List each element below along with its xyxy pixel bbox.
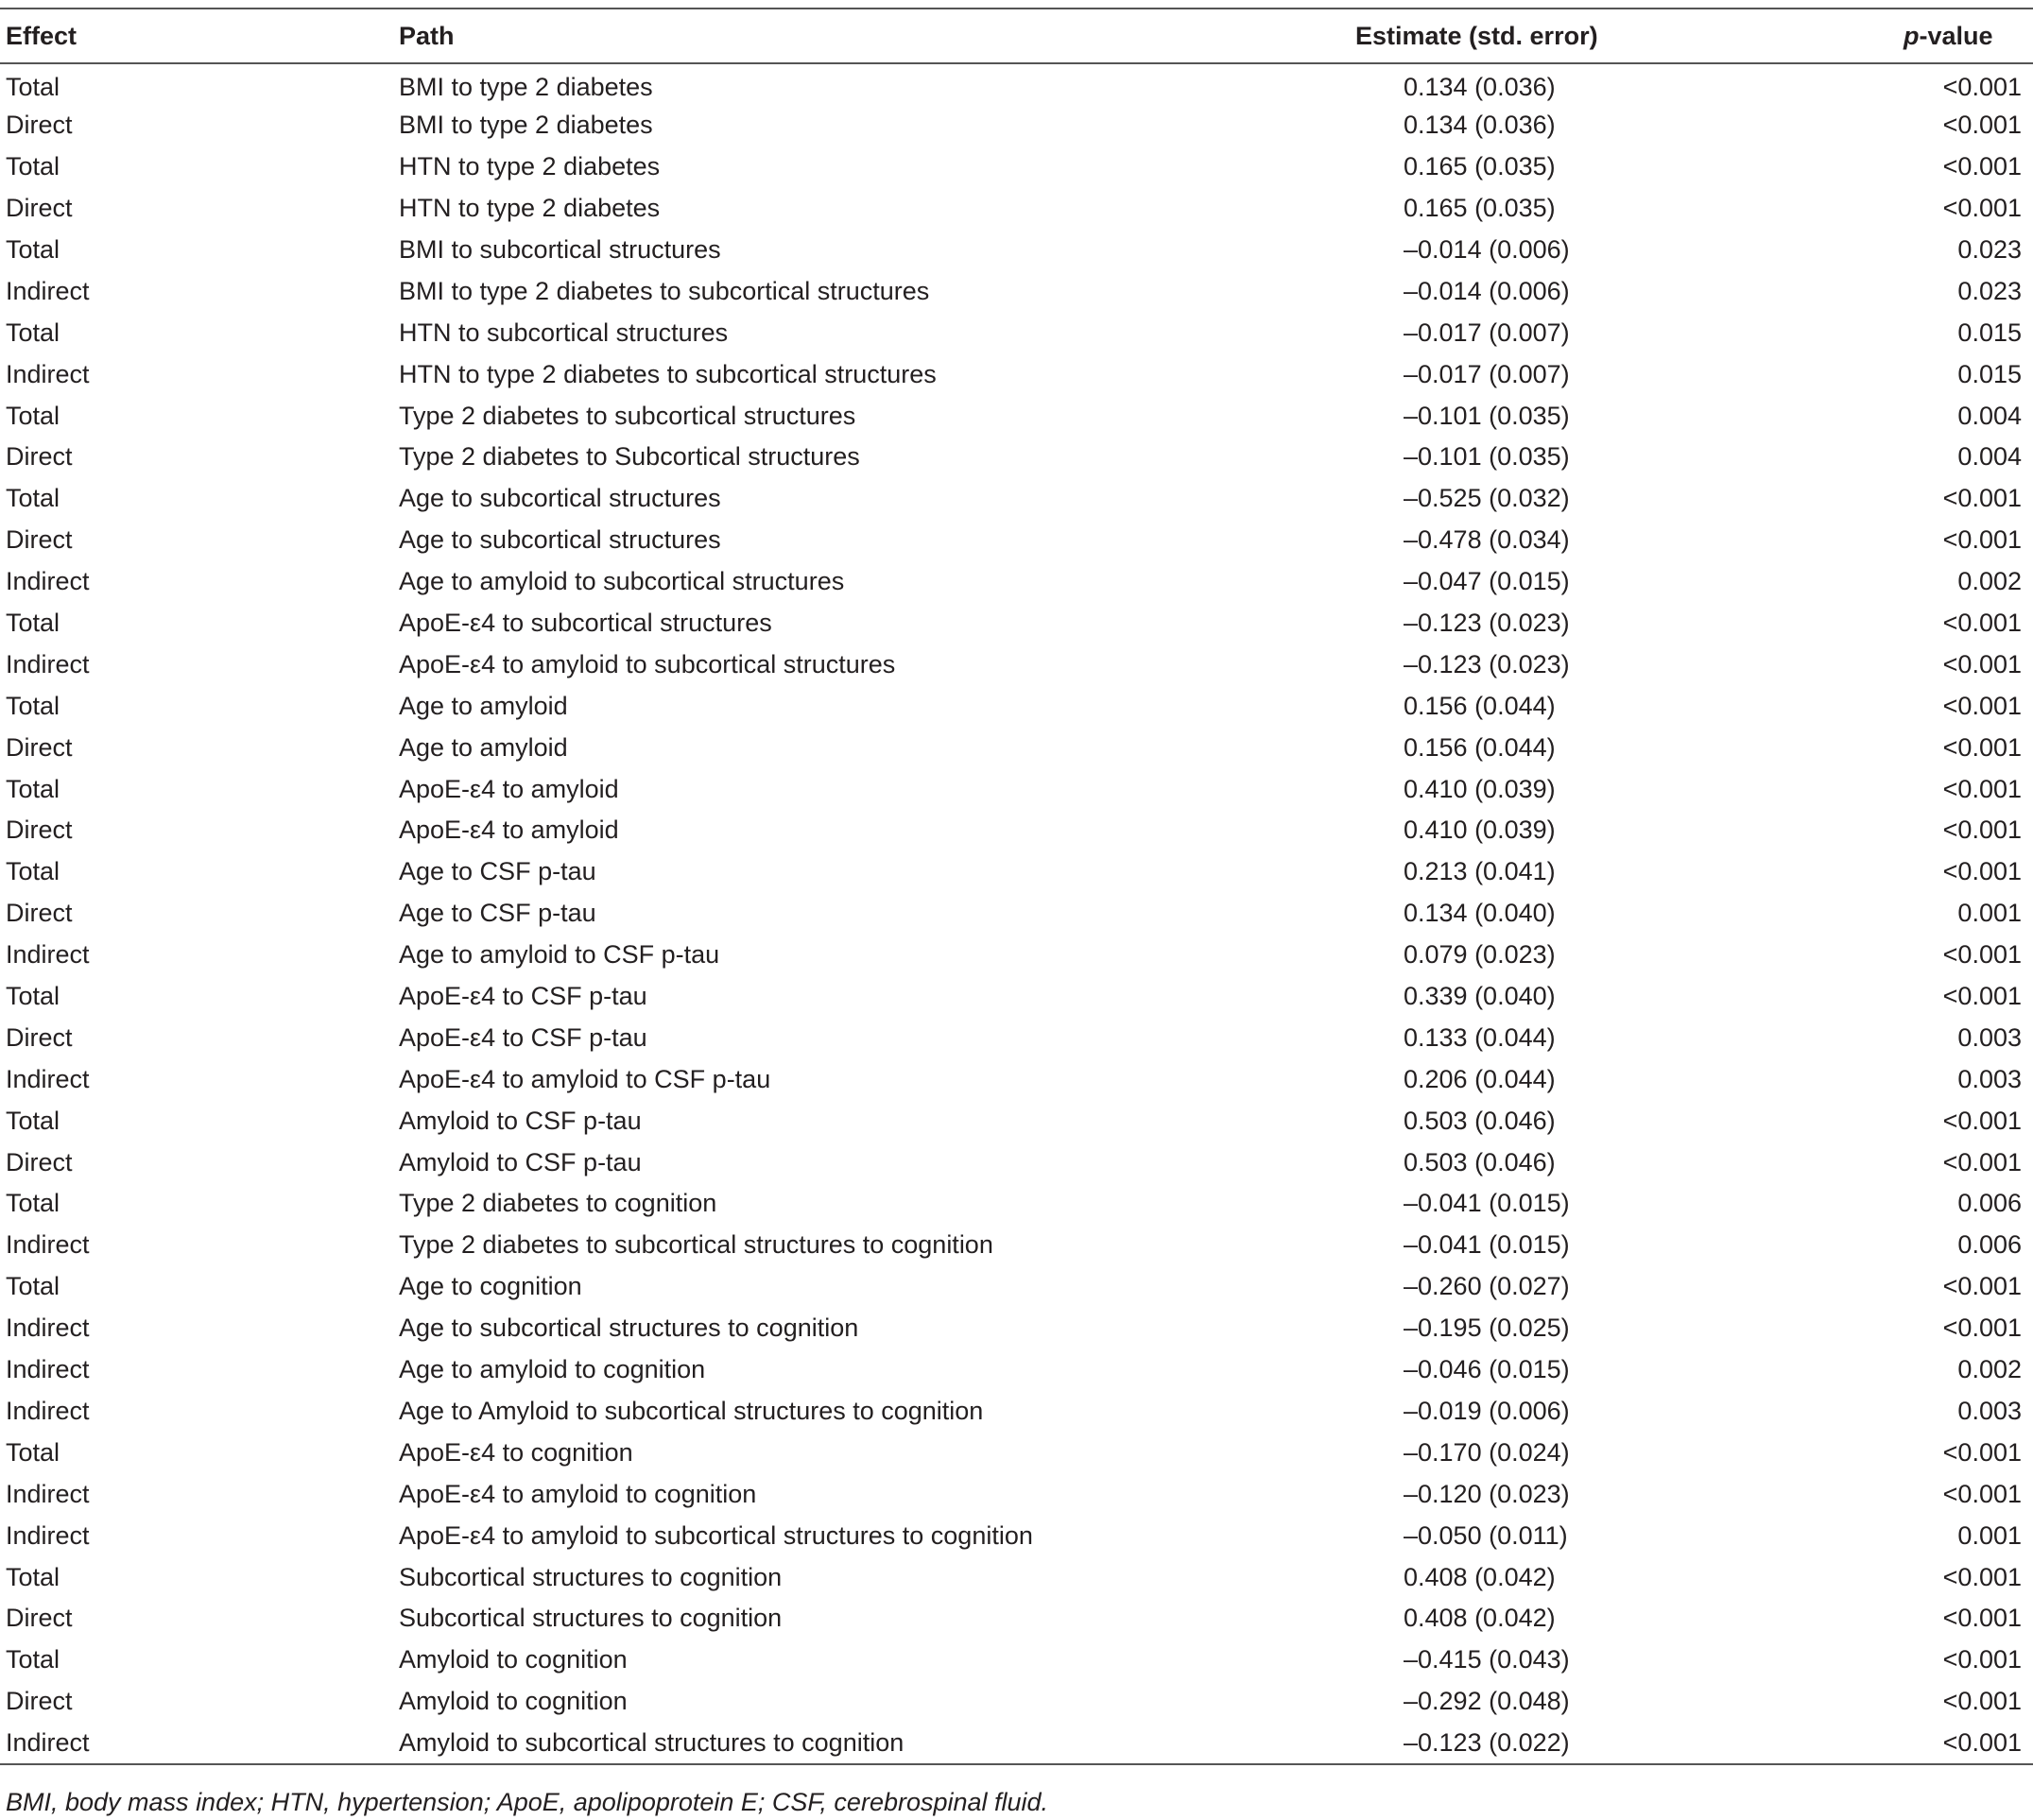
path-cell: ApoE-ε4 to amyloid to cognition [399, 1479, 757, 1508]
table-row [0, 1556, 2033, 1598]
path-cell: HTN to type 2 diabetes [399, 152, 661, 181]
effect-cell: Total [6, 1189, 60, 1218]
effect-cell: Indirect [6, 1313, 90, 1343]
estimate-cell: –0.260 (0.027) [1404, 1272, 1570, 1301]
table-row [0, 1349, 2033, 1391]
pvalue-cell: <0.001 [1942, 72, 2022, 101]
path-cell: BMI to type 2 diabetes [399, 72, 653, 101]
pvalue-cell: 0.003 [1957, 1396, 2022, 1425]
path-cell: ApoE-ε4 to subcortical structures [399, 609, 772, 638]
pvalue-cell: <0.001 [1942, 1147, 2022, 1176]
effect-cell: Indirect [6, 1064, 90, 1093]
effect-cell: Indirect [6, 1355, 90, 1384]
path-cell: ApoE-ε4 to CSF p-tau [399, 982, 647, 1011]
estimate-cell: –0.101 (0.035) [1404, 442, 1570, 472]
pvalue-cell: <0.001 [1942, 649, 2022, 678]
path-cell: Age to cognition [399, 1272, 582, 1301]
table-row [0, 935, 2033, 976]
effect-cell: Indirect [6, 649, 90, 678]
estimate-cell: –0.017 (0.007) [1404, 318, 1570, 347]
table-row [0, 893, 2033, 935]
estimate-cell: –0.041 (0.015) [1404, 1189, 1570, 1218]
path-cell: Age to amyloid [399, 691, 568, 720]
path-cell: Age to subcortical structures [399, 525, 721, 555]
path-cell: Amyloid to cognition [399, 1687, 628, 1716]
estimate-cell: 0.408 (0.042) [1404, 1562, 1556, 1591]
effect-cell: Total [6, 609, 60, 638]
pvalue-cell: 0.002 [1957, 567, 2022, 596]
pvalue-cell: <0.001 [1904, 1723, 2033, 1764]
path-cell: Age to CSF p-tau [399, 857, 596, 886]
estimate-cell: 0.134 (0.036) [1404, 72, 1556, 101]
effect-cell: Total [6, 1562, 60, 1591]
path-cell: Age to subcortical structures to cognition [399, 1313, 859, 1343]
estimate-cell: 0.339 (0.040) [1404, 982, 1556, 1011]
estimate-cell: –0.019 (0.006) [1404, 1396, 1570, 1425]
effect-cell: Total [6, 774, 60, 803]
effect-cell: Total [6, 318, 60, 347]
header-effect: Effect [0, 9, 399, 63]
effect-cell: Total [6, 1272, 60, 1301]
pvalue-cell: <0.001 [1942, 1479, 2022, 1508]
path-cell: Amyloid to CSF p-tau [399, 1106, 642, 1135]
table-row [0, 437, 2033, 478]
path-cell: Amyloid to CSF p-tau [399, 1147, 642, 1176]
effect-cell: Total [6, 1645, 60, 1674]
effect-cell: Indirect [6, 1230, 90, 1260]
pvalue-cell: <0.001 [1942, 1562, 2022, 1591]
pvalue-cell: <0.001 [1942, 1645, 2022, 1674]
table-row [0, 976, 2033, 1018]
estimate-cell: 0.079 (0.023) [1404, 940, 1556, 970]
effect-cell: Indirect [6, 1479, 90, 1508]
effect-cell: Direct [6, 1687, 73, 1716]
pvalue-cell: <0.001 [1942, 691, 2022, 720]
table-row [0, 520, 2033, 561]
path-cell: Type 2 diabetes to subcortical structures [399, 401, 856, 430]
effect-cell: Indirect [6, 276, 90, 305]
pvalue-cell: 0.003 [1957, 1022, 2022, 1052]
pvalue-cell: <0.001 [1942, 940, 2022, 970]
table-footnote: BMI, body mass index; HTN, hypertension; ApoE, apolipoprotein E; CSF, cerebrospinal fluid. [6, 1788, 1049, 1816]
pvalue-cell: 0.006 [1957, 1230, 2022, 1260]
table-row [0, 1598, 2033, 1640]
estimate-cell: 0.165 (0.035) [1404, 194, 1556, 223]
pvalue-cell: <0.001 [1942, 816, 2022, 845]
estimate-cell: –0.525 (0.032) [1404, 484, 1570, 513]
estimate-cell: –0.123 (0.022) [1344, 1723, 1904, 1764]
pvalue-cell: 0.004 [1957, 442, 2022, 472]
estimate-cell: 0.206 (0.044) [1404, 1064, 1556, 1093]
estimate-cell: –0.123 (0.023) [1404, 649, 1570, 678]
estimate-cell: –0.101 (0.035) [1404, 401, 1570, 430]
path-cell: Type 2 diabetes to cognition [399, 1189, 717, 1218]
path-cell: ApoE-ε4 to cognition [399, 1437, 633, 1467]
effect-cell: Total [6, 1106, 60, 1135]
estimate-cell: –0.047 (0.015) [1404, 567, 1570, 596]
effect-cell: Total [6, 484, 60, 513]
table-row [0, 727, 2033, 768]
table-row [0, 395, 2033, 437]
pvalue-cell: <0.001 [1942, 609, 2022, 638]
table-row [0, 353, 2033, 395]
estimate-cell: –0.041 (0.015) [1404, 1230, 1570, 1260]
path-cell: Age to Amyloid to subcortical structures to cognition [399, 1396, 984, 1425]
effect-cell: Total [6, 235, 60, 264]
estimate-cell: 0.503 (0.046) [1404, 1147, 1556, 1176]
estimate-cell: –0.415 (0.043) [1404, 1645, 1570, 1674]
header-pvalue [1904, 9, 2033, 63]
header-pvalue-suffix: -value [1919, 21, 1993, 50]
path-cell: Subcortical structures to cognition [399, 1562, 783, 1591]
pvalue-cell: 0.006 [1957, 1189, 2022, 1218]
estimate-cell: 0.503 (0.046) [1404, 1106, 1556, 1135]
pvalue-cell: <0.001 [1942, 1437, 2022, 1467]
pvalue-cell: 0.001 [1957, 1520, 2022, 1550]
pvalue-cell: <0.001 [1942, 152, 2022, 181]
effect-cell: Indirect [6, 940, 90, 970]
header-row [0, 9, 2033, 63]
estimate-cell: –0.292 (0.048) [1404, 1687, 1570, 1716]
path-cell: Age to CSF p-tau [399, 899, 596, 928]
table-row [0, 230, 2033, 271]
table-row [0, 1681, 2033, 1723]
effect-cell: Indirect [6, 1396, 90, 1425]
header-pvalue-p: p [1904, 21, 1920, 50]
estimate-cell: 0.134 (0.036) [1404, 111, 1556, 140]
pvalue-cell: 0.015 [1957, 318, 2022, 347]
pvalue-cell: <0.001 [1942, 1106, 2022, 1135]
header-estimate: Estimate (std. error) [1344, 9, 1904, 63]
estimate-cell: –0.046 (0.015) [1404, 1355, 1570, 1384]
table-row [0, 1432, 2033, 1473]
path-cell: Age to amyloid to subcortical structures [399, 567, 845, 596]
pvalue-cell: <0.001 [1942, 1604, 2022, 1633]
table-body [0, 63, 2033, 1764]
effect-cell: Direct [6, 732, 73, 762]
effect-cell: Total [6, 1437, 60, 1467]
path-cell: ApoE-ε4 to amyloid [399, 774, 619, 803]
table-row [0, 768, 2033, 810]
table-row [0, 1225, 2033, 1266]
table-header [0, 9, 2033, 63]
effect-cell: Indirect [6, 1520, 90, 1550]
effect-cell: Direct [6, 525, 73, 555]
effect-cell: Total [6, 401, 60, 430]
path-cell: Amyloid to subcortical structures to cognition [399, 1723, 1344, 1764]
estimate-cell: –0.478 (0.034) [1404, 525, 1570, 555]
pvalue-cell: 0.001 [1957, 899, 2022, 928]
path-cell: Age to subcortical structures [399, 484, 721, 513]
effect-cell: Indirect [0, 1723, 399, 1764]
estimate-cell: 0.410 (0.039) [1404, 774, 1556, 803]
effect-cell: Direct [6, 816, 73, 845]
header-path: Path [399, 9, 1344, 63]
effect-cell: Direct [6, 442, 73, 472]
pvalue-cell: 0.023 [1957, 276, 2022, 305]
table-row [0, 1515, 2033, 1556]
pvalue-cell: <0.001 [1942, 857, 2022, 886]
table-row [0, 685, 2033, 727]
estimate-cell: 0.408 (0.042) [1404, 1604, 1556, 1633]
pvalue-cell: <0.001 [1942, 732, 2022, 762]
estimate-cell: 0.156 (0.044) [1404, 691, 1556, 720]
pvalue-cell: 0.003 [1957, 1064, 2022, 1093]
table-row [0, 63, 2033, 105]
effect-cell: Indirect [6, 359, 90, 388]
table-row [0, 1017, 2033, 1058]
path-cell: HTN to type 2 diabetes to subcortical structures [399, 359, 937, 388]
path-cell: HTN to subcortical structures [399, 318, 729, 347]
estimate-cell: –0.195 (0.025) [1404, 1313, 1570, 1343]
effect-cell: Direct [6, 111, 73, 140]
estimate-cell: –0.170 (0.024) [1404, 1437, 1570, 1467]
effect-cell: Direct [6, 1022, 73, 1052]
table-row [0, 603, 2033, 644]
path-cell: Amyloid to cognition [399, 1645, 628, 1674]
table-row [0, 644, 2033, 685]
effect-cell: Total [6, 982, 60, 1011]
effect-cell: Indirect [6, 567, 90, 596]
table-row [0, 561, 2033, 603]
table-row [0, 1308, 2033, 1349]
effect-cell: Direct [6, 1604, 73, 1633]
path-cell: HTN to type 2 diabetes [399, 194, 661, 223]
effect-cell: Total [6, 72, 60, 101]
estimate-cell: –0.014 (0.006) [1404, 276, 1570, 305]
estimate-cell: 0.134 (0.040) [1404, 899, 1556, 928]
estimate-cell: –0.014 (0.006) [1404, 235, 1570, 264]
estimate-cell: –0.120 (0.023) [1404, 1479, 1570, 1508]
pvalue-cell: 0.004 [1957, 401, 2022, 430]
table-row [0, 478, 2033, 520]
path-cell: BMI to type 2 diabetes [399, 111, 653, 140]
estimate-cell: 0.410 (0.039) [1404, 816, 1556, 845]
path-cell: BMI to subcortical structures [399, 235, 721, 264]
pvalue-cell: 0.023 [1957, 235, 2022, 264]
estimate-cell: 0.156 (0.044) [1404, 732, 1556, 762]
path-cell: ApoE-ε4 to amyloid to subcortical structures to cognition [399, 1520, 1033, 1550]
path-cell: Age to amyloid [399, 732, 568, 762]
table-row [0, 1473, 2033, 1515]
table-row [0, 146, 2033, 188]
table-row [0, 1183, 2033, 1225]
table-row [0, 1100, 2033, 1142]
estimate-cell: 0.165 (0.035) [1404, 152, 1556, 181]
effect-cell: Direct [6, 194, 73, 223]
path-cell: ApoE-ε4 to amyloid to subcortical structures [399, 649, 896, 678]
pvalue-cell: <0.001 [1942, 1313, 2022, 1343]
effect-cell: Direct [6, 899, 73, 928]
pvalue-cell: <0.001 [1942, 194, 2022, 223]
table-row [0, 851, 2033, 893]
estimate-cell: 0.213 (0.041) [1404, 857, 1556, 886]
table-row [0, 105, 2033, 146]
estimate-cell: –0.050 (0.011) [1404, 1520, 1568, 1550]
pvalue-cell: <0.001 [1942, 774, 2022, 803]
pvalue-cell: <0.001 [1942, 525, 2022, 555]
table-row [0, 1640, 2033, 1681]
pvalue-cell: <0.001 [1942, 1272, 2022, 1301]
path-cell: ApoE-ε4 to amyloid to CSF p-tau [399, 1064, 771, 1093]
path-cell: Type 2 diabetes to Subcortical structures [399, 442, 860, 472]
path-cell: Age to amyloid to CSF p-tau [399, 940, 720, 970]
estimate-cell: –0.017 (0.007) [1404, 359, 1570, 388]
table-row [0, 1723, 2033, 1764]
path-cell: ApoE-ε4 to amyloid [399, 816, 619, 845]
pvalue-cell: <0.001 [1942, 1687, 2022, 1716]
effect-cell: Total [6, 691, 60, 720]
path-cell: Type 2 diabetes to subcortical structures to cognition [399, 1230, 993, 1260]
pvalue-cell: <0.001 [1942, 111, 2022, 140]
table-row [0, 1391, 2033, 1433]
path-cell: Age to amyloid to cognition [399, 1355, 706, 1384]
path-cell: BMI to type 2 diabetes to subcortical structures [399, 276, 930, 305]
table-row [0, 312, 2033, 353]
table-row [0, 1142, 2033, 1183]
path-cell: Subcortical structures to cognition [399, 1604, 783, 1633]
table-row [0, 1266, 2033, 1308]
estimate-cell: 0.133 (0.044) [1404, 1022, 1556, 1052]
effect-cell: Direct [6, 1147, 73, 1176]
pvalue-cell: <0.001 [1942, 484, 2022, 513]
table-row [0, 810, 2033, 851]
table-row [0, 1058, 2033, 1100]
effect-cell: Total [6, 152, 60, 181]
pvalue-cell: 0.002 [1957, 1355, 2022, 1384]
pvalue-cell: <0.001 [1942, 982, 2022, 1011]
table-row [0, 188, 2033, 230]
pvalue-cell: 0.015 [1957, 359, 2022, 388]
path-effects-table [0, 8, 2033, 1765]
path-cell: ApoE-ε4 to CSF p-tau [399, 1022, 647, 1052]
table-row [0, 270, 2033, 312]
effect-cell: Total [6, 857, 60, 886]
estimate-cell: –0.123 (0.023) [1404, 609, 1570, 638]
